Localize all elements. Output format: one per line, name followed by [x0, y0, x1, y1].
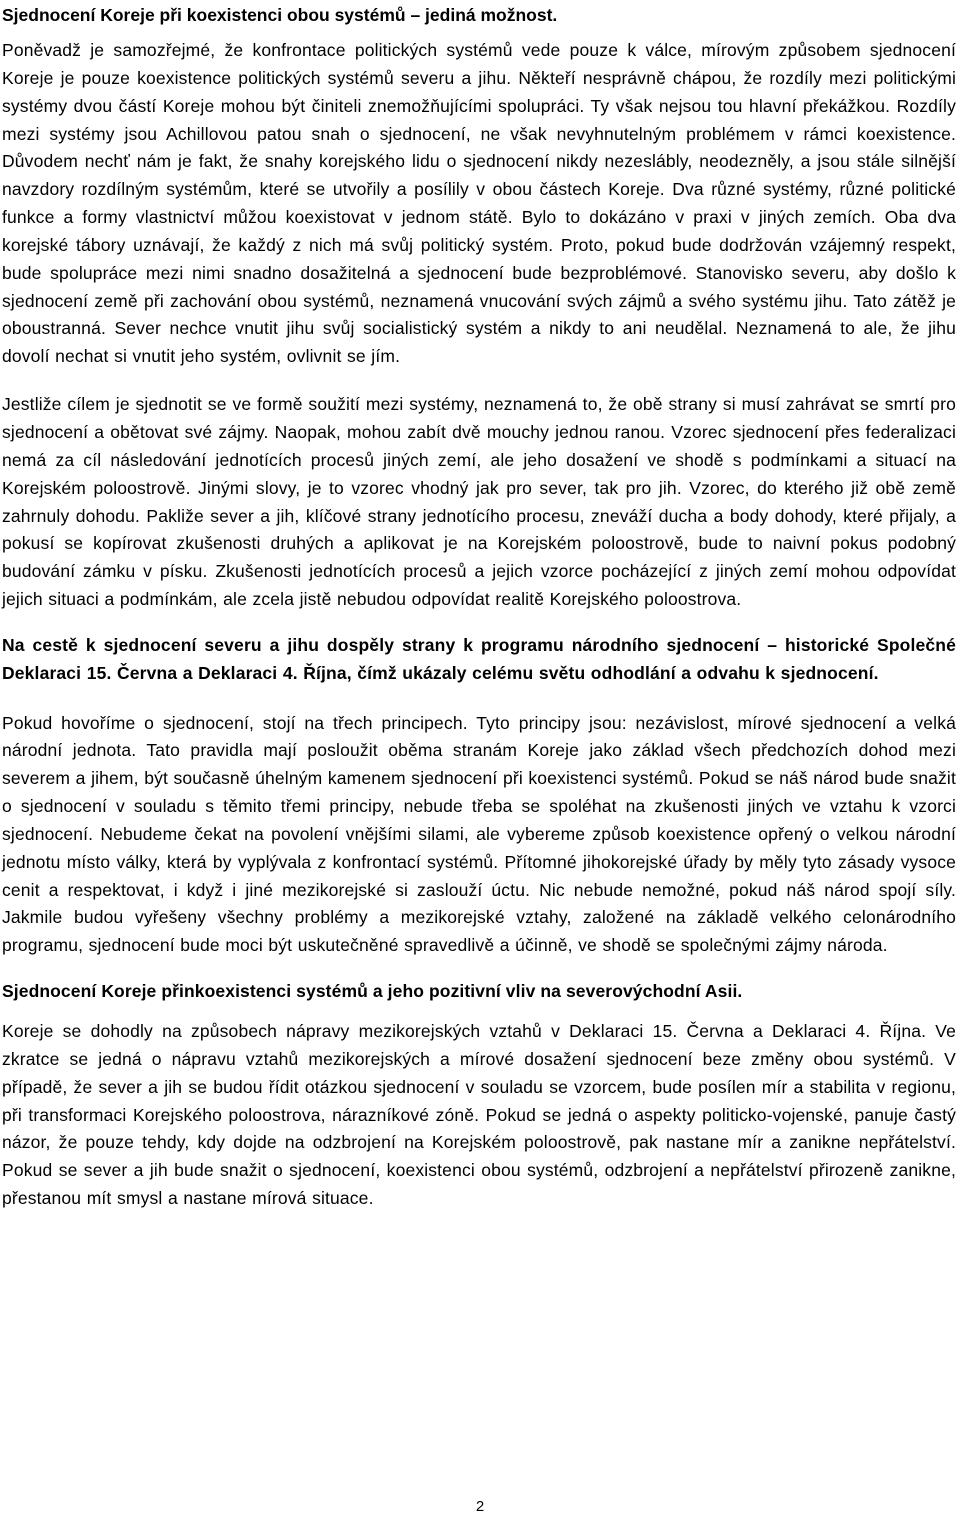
- paragraph-federation-formula: Jestliže cílem je sjednotit se ve formě soužití mezi systémy, neznamená to, že obě strany si musí zahrávat se smrtí pro sjednocení a obětovat své zájmy. Naopak, mohou zabít dvě mouchy jednou ranou. Vzorec sjednocení přes federalizaci nemá za cíl následování jednotících procesů jiných zemí, ale jeho dosažení ve shodě s podmínkami a situací na Korejském poloostrově. Jinými slovy, je to vzorec vhodný jak pro sever, tak pro jih. Vzorec, do kterého již obě země zahrnuly dohodu. Pakliže sever a jih, klíčové strany jednotícího procesu, zneváží ducha a body dohody, které přijaly, a pokusí se kopírovat zkušenosti druhých a aplikovat je na Korejském poloostrově, bude to naivní pokus podobný budování zámku v písku. Zkušenosti jednotících procesů a jejich vzorce pocházející z jiných zemí mohou odpovídat jejich situaci a podmínkám, ale zcela jistě nebudou odpovídat realitě Korejského poloostrova.: [2, 394, 956, 610]
- bold-statement-declarations: Na cestě k sjednocení severu a jihu dospěly strany k programu národního sjednocení – historické Společné Deklaraci 15. Června a Deklaraci 4. Října, čímž ukázaly celému světu odhodlání a odvahu k sjednocení.: [2, 634, 956, 683]
- paragraph-positive-influence: Koreje se dohodly na způsobech nápravy mezikorejských vztahů v Deklaraci 15. Června a Deklaraci 4. Října. Ve zkratce se jedná o nápravu vztahů mezikorejských a mírové dosažení sjednocení beze změny obou systémů. V případě, že sever a jih se budou řídit otázkou sjednocení v souladu se vzorcem, bude posílen mír a stabilita v regionu, při transformaci Korejského poloostrova, nárazníkové zóně. Pokud se jedná o aspekty politicko-vojenské, panuje častý názor, že pouze tehdy, kdy dojde na odzbrojení na Korejském poloostrově, pak nastane mír a zanikne nepřátelství. Pokud se sever a jih bude snažit o sjednocení, koexistenci obou systémů, odzbrojení a nepřátelství přirozeně zanikne, přestanou mít smysl a nastane mírová situace.: [2, 1021, 956, 1209]
- document-title: Sjednocení Koreje při koexistenci obou systémů – jediná možnost.: [2, 5, 558, 25]
- paragraph-coexistence: Poněvadž je samozřejmé, že konfrontace politických systémů vede pouze k válce, mírovým způsobem sjednocení Koreje je pouze koexistence politických systémů severu a jihu. Někteří nesprávně chápou, že rozdíly mezi politickými systémy dvou částí Koreje mohou být činiteli znemožňujícími spolupráci. Ty však nejsou tou hlavní překážkou. Rozdíly mezi systémy jsou Achillovou patou snah o sjednocení, ne však nevyhnutelným problémem v rámci koexistence. Důvodem nechť nám je fakt, že snahy korejského lidu o sjednocení nikdy nezeslábly, neodezněly, a jsou stále silnější navzdory rozdílným systémům, které se utvořily a posílily v obou částech Koreje. Dva různé systémy, různé politické funkce a formy vlastnictví můžou koexistovat v jednom státě. Bylo to dokázáno v praxi v jiných zemích. Oba dva korejské tábory uznávají, že každý z nich má svůj politický systém. Proto, pokud bude dodržován vzájemný respekt, bude spolupráce mezi nimi snadno dosažitelná a sjednocení bude bezproblémové. Stanovisko severu, aby došlo k sjednocení země při zachování obou systémů, neznamená vnucování svých zájmů a svého systému jihu. Tato zátěž je oboustranná. Sever nechce vnutit jihu svůj socialistický systém a nikdy to ani neudělal. Neznamená to ale, že jihu dovolí nechat si vnutit jeho systém, ovlivnit se jím.: [2, 40, 956, 367]
- paragraph-three-principles: Pokud hovoříme o sjednocení, stojí na třech principech. Tyto principy jsou: nezávislost, mírové sjednocení a velká národní jednota. Tato pravidla mají posloužit oběma stranám Koreje jako základ všech předchozích dohod mezi severem a jihem, být současně úhelným kamenem sjednocení při koexistenci systémů. Pokud se náš národ bude snažit o sjednocení v souladu s těmito třemi principy, nebude třeba se spoléhat na zkušenosti jiných ve vztahu k vzorci sjednocení. Nebudeme čekat na povolení vnějšími silami, ale vybereme způsob koexistence opřený o velkou národní jednotu místo války, která by vyplývala z konfrontací systémů. Přítomné jihokorejské úřady by měly tyto zásady vysoce cenit a respektovat, i když i jiné mezikorejské si zaslouží úctu. Nic nebude nemožné, pokud náš národ spojí síly. Jakmile budou vyřešeny všechny problémy a mezikorejské vztahy, založené na základě velkého celonárodního programu, sjednocení bude moci být uskutečněné spravedlivě a účinně, ve shodě se společnými zájmy národa.: [2, 712, 956, 956]
- page-number: 2: [475, 1498, 485, 1515]
- section-heading-northeast-asia: Sjednocení Koreje přinkoexistenci systémů a jeho pozitivní vliv na severovýchodní Asii.: [2, 981, 743, 1002]
